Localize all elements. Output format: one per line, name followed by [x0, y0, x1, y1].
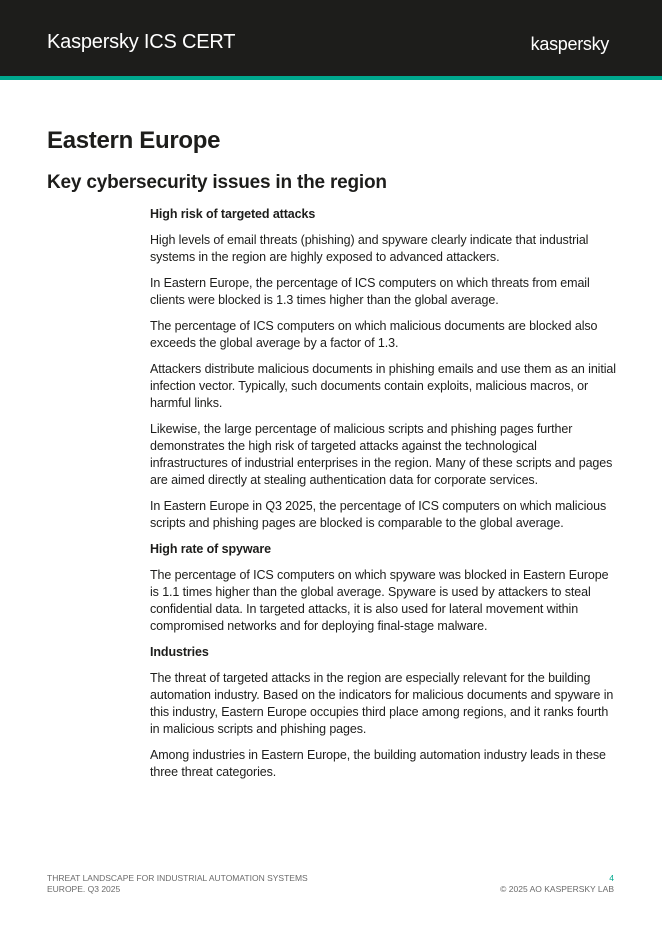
- paragraph: Likewise, the large percentage of malicious scripts and phishing pages further demonstrates the high risk of targeted attacks against the technological infrastructures of industrial enterprises in the region. Many of these scripts and pages are aimed directly at stealing authentication data for corporate services.: [150, 422, 613, 487]
- section-title: Key cybersecurity issues in the region: [47, 172, 387, 193]
- footer-line-1: THREAT LANDSCAPE FOR INDUSTRIAL AUTOMATION SYSTEMS: [47, 873, 308, 883]
- page-number: 4: [609, 873, 614, 883]
- heading-industries: Industries: [150, 645, 209, 659]
- page-header: [0, 0, 662, 76]
- paragraph: The threat of targeted attacks in the region are especially relevant for the building automation industry. Based on the indicators for malicious documents and spyware in this industry, Eastern Europe occupies third place among regions, and it ranks fourth in malicious scripts and phishing pages.: [150, 671, 614, 736]
- heading-spyware: High rate of spyware: [150, 542, 271, 556]
- paragraph: High levels of email threats (phishing) and spyware clearly indicate that industrial systems in the region are highly exposed to advanced attackers.: [150, 233, 589, 264]
- paragraph: In Eastern Europe, the percentage of ICS computers on which threats from email clients were blocked is 1.3 times higher than the global average.: [150, 276, 590, 307]
- paragraph: Among industries in Eastern Europe, the building automation industry leads in these three threat categories.: [150, 748, 606, 779]
- heading-targeted-attacks: High risk of targeted attacks: [150, 207, 316, 221]
- footer-right: [500, 873, 614, 895]
- footer-report-title: [47, 873, 308, 895]
- footer-line-2: EUROPE. Q3 2025: [47, 884, 121, 894]
- paragraph: Attackers distribute malicious documents in phishing emails and use them as an initial infection vector. Typically, such documents contain exploits, malicious macros, or harmful links.: [150, 362, 616, 410]
- paragraph: The percentage of ICS computers on which spyware was blocked in Eastern Europe is 1.1 times higher than the global average. Spyware is used by attackers to steal confidential data. In targeted attacks, it is also used for lateral movement within compromised networks and for deploying final-stage malware.: [150, 568, 609, 633]
- page-title: Eastern Europe: [47, 127, 221, 154]
- header-accent-line: [0, 76, 662, 80]
- header-title: Kaspersky ICS CERT: [47, 31, 236, 53]
- kaspersky-logo: kaspersky: [530, 34, 609, 54]
- paragraph: In Eastern Europe in Q3 2025, the percentage of ICS computers on which malicious scripts and phishing pages are blocked is comparable to the global average.: [150, 499, 607, 530]
- main-content: [150, 206, 616, 790]
- paragraph: The percentage of ICS computers on which malicious documents are blocked also exceeds the global average by a factor of 1.3.: [150, 319, 598, 350]
- copyright: © 2025 AO KASPERSKY LAB: [500, 884, 614, 894]
